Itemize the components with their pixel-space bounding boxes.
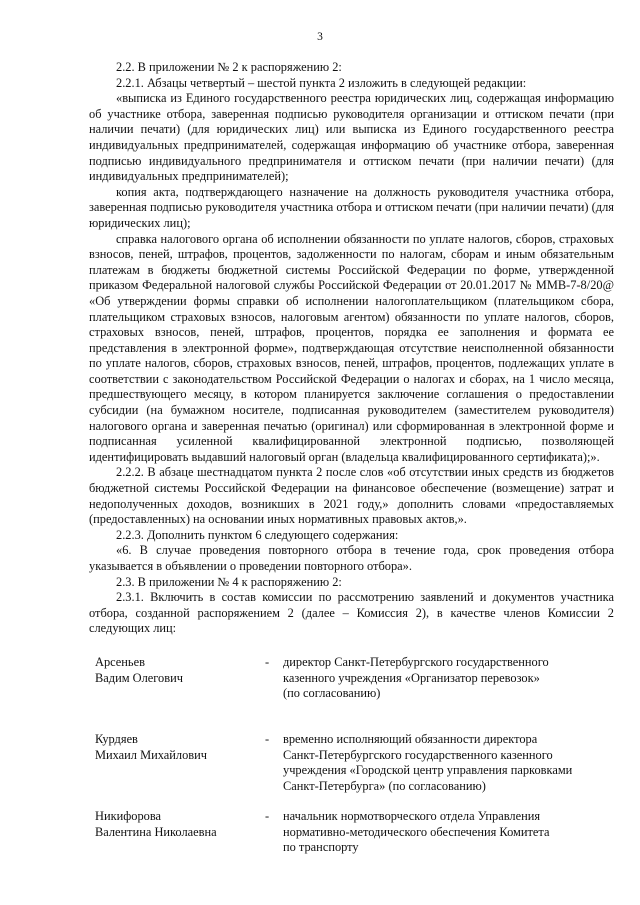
member-name xyxy=(95,655,260,686)
member-surname: Никифорова xyxy=(95,809,162,823)
paragraph-2-2-1: 2.2.1. Абзацы четвертый – шестой пункта 2 изложить в следующей редакции: xyxy=(116,75,527,90)
member-role-line: начальник нормотворческого отдела Управления xyxy=(283,809,541,823)
paragraph-tax-certificate: справка налогового органа об исполнении обязанности по уплате налогов, сборов, страховых взносов, пеней, штрафов, процентов, задолженности по налогам, сборам и иным обязательным платежам в бюджеты бюджетной системы Российской Федерации по форме, утвержденной приказом Федеральной налоговой службы Российской Федерации от 20.01.2017 № ММВ-7-8/20@ «Об утверждении формы справки об исполнении налогоплательщиком (плательщиком сбора, плательщиком страховых взносов, налоговым агентом) обязанности по уплате налогов, сборов, страховых взносов, пеней, штрафов, процентов, порядка ее заполнения и формата ее представления в электронной форме», подтверждающая отсутствие неисполненной обязанности по уплате налогов, сборов, страховых взносов, пеней, штрафов, процентов, подлежащих уплате в соответствии с законодательством Российской Федерации о налогах и сборах, на 1 число месяца, предшествующего месяцу, в котором планируется заключение соглашения о предоставлении субсидии (на бумажном носителе, подписанная руководителем (заместителем руководителя) налогового органа и заверенная печатью (оригинал) или сформированная в электронной форме и подписанная усиленной квалифицированной электронной подписью, позволяющей идентифицировать выдавший налоговый орган (владельца квалифицированного сертификата);». xyxy=(89,231,614,464)
member-name xyxy=(95,809,260,840)
member-surname: Арсеньев xyxy=(95,655,145,669)
paragraph-2-3-1: 2.3.1. Включить в состав комиссии по рассмотрению заявлений и документов участника отбора, созданной распоряжением 2 (далее – Комиссия 2), в качестве членов Комиссии 2 следующих лиц: xyxy=(89,590,614,636)
member-role-line: (по согласованию) xyxy=(283,686,381,701)
member-role-line: учреждения «Городской центр управления парковками xyxy=(283,763,573,778)
member-entry xyxy=(89,809,619,881)
member-role-line: казенного учреждения «Организатор перевозок» xyxy=(283,670,540,685)
member-role-line: временно исполняющий обязанности директора xyxy=(283,732,538,746)
member-name xyxy=(95,732,260,763)
member-role-line: директор Санкт-Петербургского государственного xyxy=(283,655,549,669)
member-entry xyxy=(89,655,619,727)
paragraph-2-3: 2.3. В приложении № 4 к распоряжению 2: xyxy=(116,574,342,589)
paragraph-2-2: 2.2. В приложении № 2 к распоряжению 2: xyxy=(116,60,342,74)
paragraph-2-2-3: 2.2.3. Дополнить пунктом 6 следующего содержания: xyxy=(116,527,399,542)
member-dash: - xyxy=(265,732,270,746)
member-surname: Курдяев xyxy=(95,732,138,746)
member-role-line: по транспорту xyxy=(283,840,359,855)
member-given-name: Валентина Николаевна xyxy=(95,824,217,839)
paragraph-appointment-copy: копия акта, подтверждающего назначение на должность руководителя участника отбора, заверенная подписью руководителя участника отбора и оттиском печати (при наличии печати) (для юридических лиц); xyxy=(89,184,614,230)
commission-members-list xyxy=(89,655,619,881)
member-role-line: Санкт-Петербургского государственного казенного xyxy=(283,747,553,762)
member-role xyxy=(283,809,619,856)
member-dash: - xyxy=(265,809,270,823)
paragraph-item-6: «6. В случае проведения повторного отбора в течение года, срок проведения отбора указывается в объявлении о проведении повторного отбора». xyxy=(89,543,614,573)
page-number: 3 xyxy=(317,31,323,43)
member-given-name: Михаил Михайлович xyxy=(95,747,207,762)
paragraph-2-2-2: 2.2.2. В абзаце шестнадцатом пункта 2 после слов «об отсутствии иных средств из бюджетов бюджетной системы Российской Федерации на финансовое обеспечение (возмещение) затрат и недополученных доходов, возникших в 2021 году,» дополнить словами «предоставляемых (предоставленных) на основании иных нормативных правовых актов,». xyxy=(89,465,614,527)
member-role-line: Санкт-Петербурга» (по согласованию) xyxy=(283,778,486,793)
paragraph-egrul-extract: «выписка из Единого государственного реестра юридических лиц, содержащая информацию об участнике отбора, заверенная подписью руководителя организации и оттиском печати (при наличии печати) (для юридических лиц) или выписка из Единого государственного реестра индивидуальных предпринимателей, содержащая информацию об участнике отбора, заверенная подписью индивидуального предпринимателя и оттиском печати (при наличии печати) (для индивидуальных предпринимателей); xyxy=(89,91,614,184)
member-role xyxy=(283,655,619,702)
member-entry xyxy=(89,732,619,804)
member-given-name: Вадим Олегович xyxy=(95,670,183,685)
document-body xyxy=(89,60,614,637)
member-dash: - xyxy=(265,655,270,669)
member-role xyxy=(283,732,619,794)
member-role-line: нормативно-методического обеспечения Комитета xyxy=(283,824,550,839)
